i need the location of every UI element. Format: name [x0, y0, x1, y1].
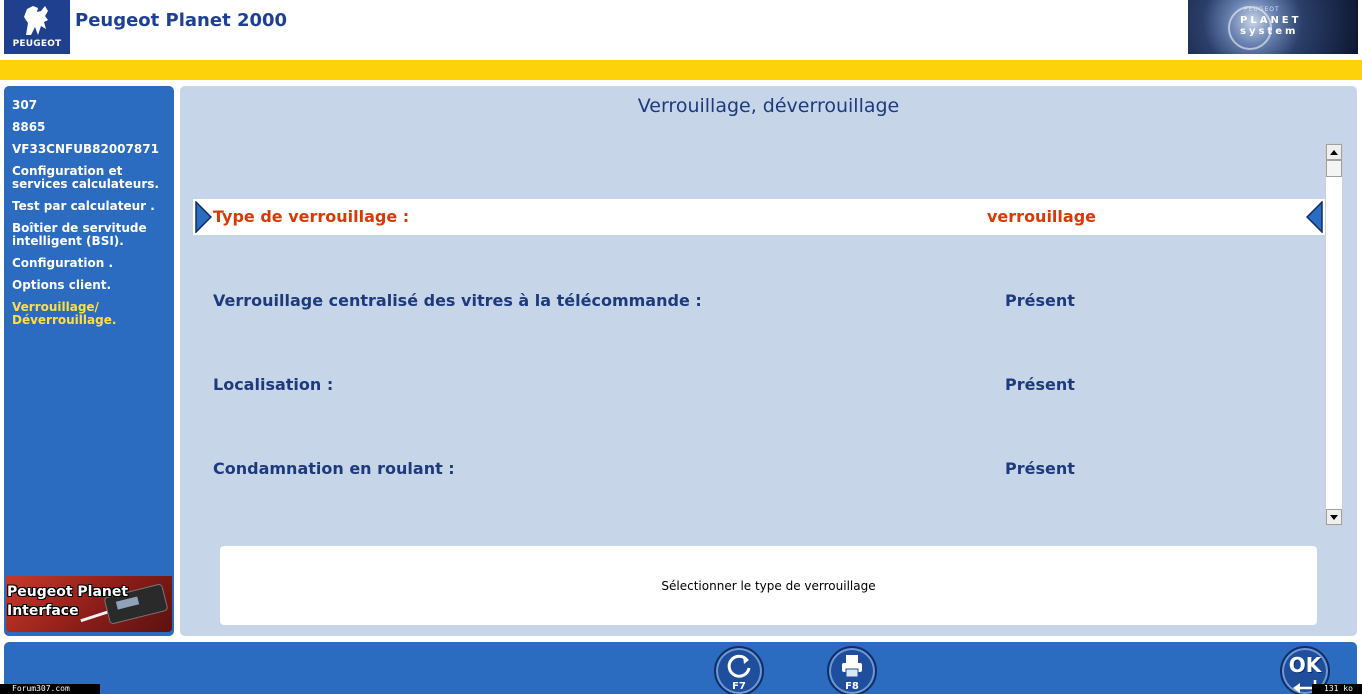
scroll-up-button[interactable]	[1326, 144, 1342, 160]
f8-key-label: F8	[845, 681, 859, 692]
lion-icon	[18, 3, 56, 37]
page-title: Verrouillage, déverrouillage	[637, 95, 900, 117]
peugeot-logo	[4, 0, 70, 54]
row-window-remote-lock[interactable]	[193, 283, 1325, 319]
f7-key-label: F7	[732, 681, 746, 692]
sidebar-item-configuration[interactable]: Configuration .	[12, 256, 114, 270]
planet-interface-banner	[6, 576, 172, 632]
row-label: Condamnation en roulant :	[213, 459, 455, 478]
app-header	[0, 0, 1362, 60]
sidebar-item-options-client[interactable]: Options client.	[12, 278, 112, 292]
bottom-toolbar	[4, 642, 1357, 694]
triangle-up-icon	[1330, 150, 1338, 155]
f7-button[interactable]	[714, 646, 764, 694]
help-text: Sélectionner le type de verrouillage	[661, 579, 876, 593]
sidebar-item-bsi[interactable]: Boîtier de servitude intelligent (BSI).	[12, 221, 147, 248]
row-localisation[interactable]	[193, 367, 1325, 403]
row-lock-type[interactable]	[193, 199, 1325, 235]
ok-label: OK	[1288, 653, 1322, 677]
row-label: Type de verrouillage :	[213, 207, 410, 226]
sidebar-item-locking[interactable]: Verrouillage/ Déverrouillage.	[12, 300, 117, 327]
f8-button[interactable]	[827, 646, 877, 694]
main-panel	[180, 86, 1357, 636]
printer-icon	[838, 652, 866, 680]
sidebar-item-vin[interactable]: VF33CNFUB82007871	[12, 142, 159, 156]
row-value: Présent	[1005, 459, 1075, 478]
app-title: Peugeot Planet 2000	[75, 10, 288, 31]
help-message-box	[220, 546, 1317, 625]
scroll-down-button[interactable]	[1326, 509, 1342, 525]
scroll-thumb[interactable]	[1326, 160, 1342, 177]
sidebar-item-code[interactable]: 8865	[12, 120, 46, 134]
interface-line-2: Interface	[7, 603, 79, 619]
row-label: Verrouillage centralisé des vitres à la télécommande :	[213, 291, 702, 310]
interface-line-1: Peugeot Planet	[7, 584, 129, 600]
row-driving-lock[interactable]	[193, 451, 1325, 487]
selection-arrow-left-icon	[194, 201, 212, 233]
triangle-down-icon	[1330, 515, 1338, 520]
row-value: Présent	[1005, 291, 1075, 310]
header-accent-bar	[0, 60, 1362, 80]
row-value: verrouillage	[987, 207, 1096, 226]
row-value: Présent	[1005, 375, 1075, 394]
refresh-icon	[725, 652, 753, 680]
watermark-left: Forum307.com	[0, 684, 100, 694]
brand-text: PLANET system	[1240, 15, 1302, 37]
vertical-scrollbar[interactable]	[1325, 143, 1343, 526]
sidebar	[4, 86, 174, 636]
sidebar-item-config-services[interactable]: Configuration et services calculateurs.	[12, 164, 159, 191]
sidebar-item-model[interactable]: 307	[12, 98, 38, 112]
brand-small-text: PEUGEOT	[1244, 6, 1280, 13]
sidebar-breadcrumb	[12, 99, 172, 336]
planet-system-logo	[1188, 0, 1358, 54]
row-label: Localisation :	[213, 375, 334, 394]
watermark-right: 131 ko	[1312, 684, 1362, 694]
logo-text: PEUGEOT	[12, 39, 62, 49]
selection-arrow-right-icon	[1306, 201, 1324, 233]
sidebar-item-test-calculator[interactable]: Test par calculateur .	[12, 199, 155, 213]
interface-banner-text	[7, 583, 128, 621]
